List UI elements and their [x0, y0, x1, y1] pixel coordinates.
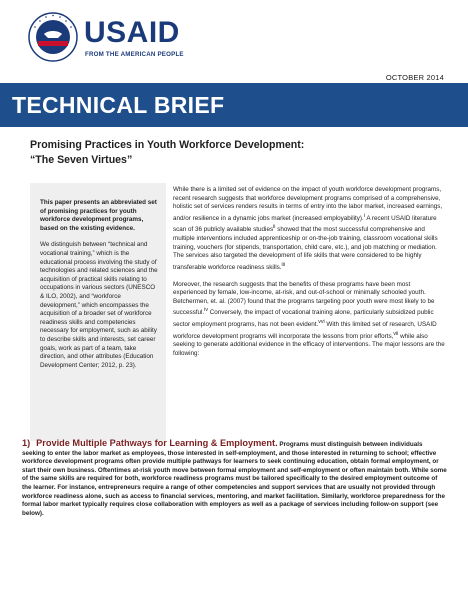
section-1-number: 1) — [22, 438, 31, 448]
p1-text-a: While there is a limited set of evidence on the impact of youth workforce development programs, recent research suggests that workforce development programs comprised of a comprehensive, holistic set of services renders results in terms of entry into the labor market, increased earnings, and/or resilience in a dynamic jobs market (increased employability). — [173, 186, 443, 222]
section-1-title: Provide Multiple Pathways for Learning & Employment. — [36, 438, 278, 448]
p2-text-c: With this limited set of research, USAID workforce development programs will incorporate the lessons from prior efforts, — [173, 321, 437, 340]
p1-text-c: showed that the most successful comprehensive and multiple interventions included apprenticeship or on-the-job training, classroom vocational skills training, vouchers (for stipends, transportation, child care, etc.), and job matching or mediation. The services also targeted the development of life skills that were considered to be highly transferable workforce readiness skills. — [173, 226, 438, 272]
usaid-seal-icon — [28, 12, 78, 62]
section-1-body — [22, 437, 447, 518]
brand-name: USAID — [84, 16, 180, 49]
sidebar-box — [30, 183, 166, 441]
banner-title: TECHNICAL BRIEF — [12, 92, 225, 118]
p2-footnote-4: vii — [393, 330, 399, 337]
section-1-heading — [22, 438, 278, 448]
section-1 — [22, 437, 447, 518]
p2-text-a: Moreover, the research suggests that the benefits of these programs have been most experienced by female, low-income, at-risk, and out-of-school or minimally schooled youth. Betchermen, et. al. (2007) found that the programs targeting poor youth were most likely to be successful. — [173, 280, 435, 317]
p1-footnote-1: i — [363, 212, 365, 219]
p1-footnote-3: iii — [281, 261, 285, 268]
p2-text-b: Conversely, the impact of vocational training alone, particularly subsidized public sector employment programs, has not been evident. — [173, 309, 434, 329]
p1-footnote-2: ii — [273, 224, 276, 231]
sidebar-lead: This paper presents an abbreviated set of promising practices for youth workforce development programs, based on the existing evidence. — [40, 199, 157, 232]
p2-footnote-1: iv — [204, 307, 208, 314]
usaid-logo — [28, 12, 188, 64]
sidebar-body: We distinguish between “technical and vocational training,” which is the educational process involving the study of technologies and related sciences and the acquisition of practical skills relating to occupations in various sectors (UNESCO & ILO, 2002), and “workforce development,” which encompasses the acquisition of a broader set of workforce readiness skills and competencies necessary for employment, such as ability to describe skills and interests, set career goals, work as part of a team, take direction, and other attributes (Education Development Center; 2012, p. 23). — [40, 241, 158, 369]
main-paragraph-1 — [173, 186, 445, 273]
section-1-lead: Programs must distinguish between individuals seeking to enter the labor market as employees, those interested in self-employment, and those interested in returning to school; effective workforce development programs often provide multiple pathways for learners to seek continuing education, obtain formal employment, or start their own business. Oftentimes at-risk youth move between formal employment and self-employment or often maintain both. While some of the same skills are required for both, workforce readiness programs must be tailored specifically to the desired employment outcome of the learner. — [22, 441, 447, 491]
main-column — [173, 186, 445, 359]
p2-text-d: while also seeking to generate additional evidence in the efficacy of interventions. The major lessons are the following: — [173, 332, 445, 358]
document-subtitle — [30, 138, 450, 168]
subtitle-line-1: Promising Practices in Youth Workforce Development: — [30, 139, 305, 151]
main-paragraph-2 — [173, 281, 445, 359]
brand-tagline: FROM THE AMERICAN PEOPLE — [85, 51, 184, 58]
subtitle-line-2: “The Seven Virtues” — [30, 154, 133, 166]
title-banner — [0, 83, 468, 127]
p1-text-b: A recent USAID literature scan of 36 publicly available studies — [173, 214, 437, 234]
publication-date: OCTOBER 2014 — [385, 73, 444, 82]
p2-footnote-2: v — [318, 319, 321, 326]
section-1-rest: For instance, entrepreneurs require a range of other competencies and support services that are usually not provided through workforce readiness alone, such as access to financial services, mentoring, and market facilitation. Similarly, workforce preparedness for the formal labor market typically requires close collaboration with employers as well as a package of services including follow-on support (see below). — [22, 483, 445, 517]
p2-footnote-3: vi — [320, 319, 325, 326]
